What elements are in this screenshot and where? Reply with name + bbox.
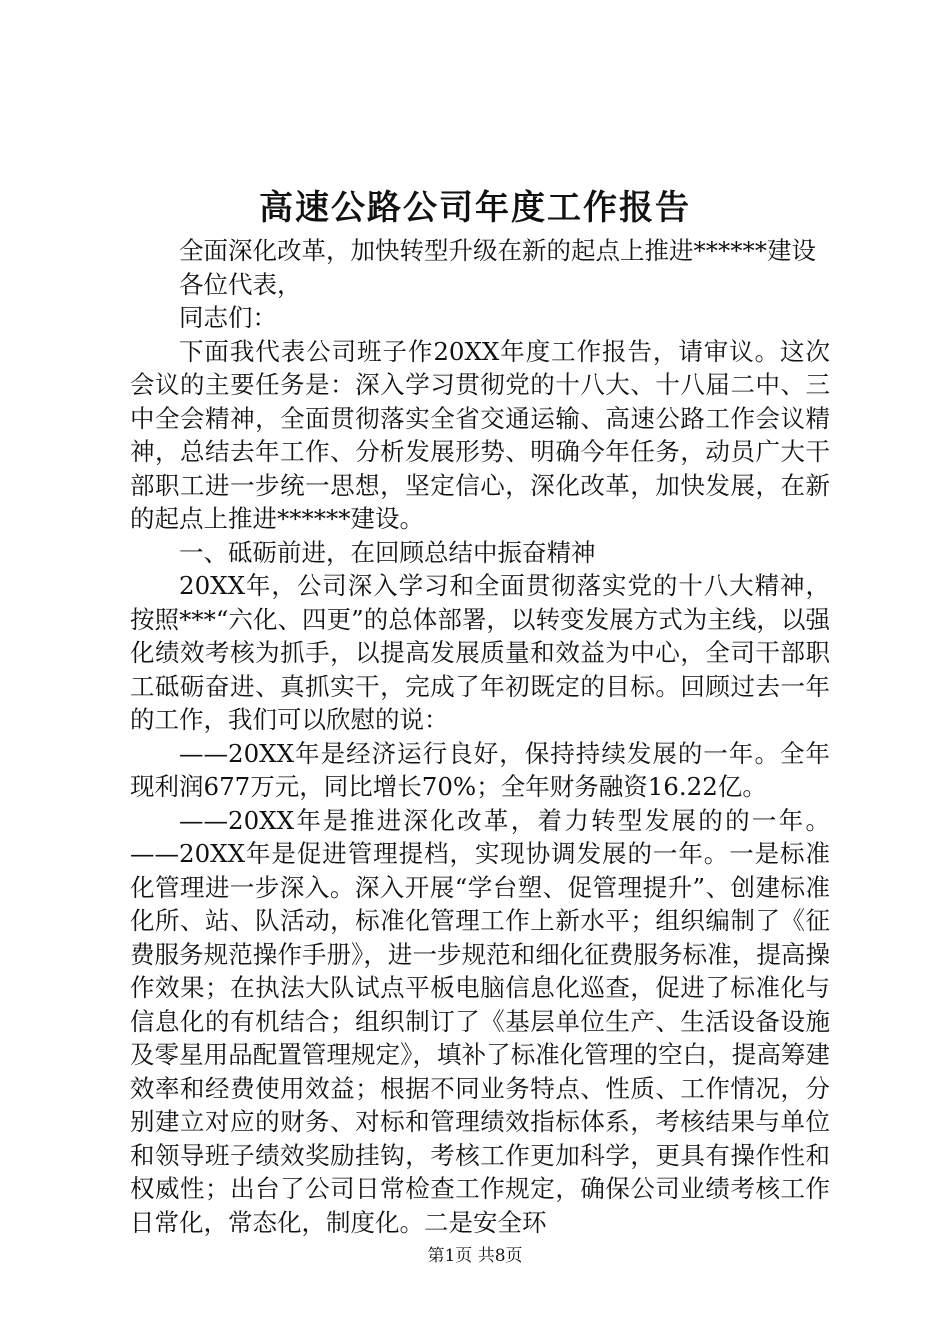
page-total: 共8页 xyxy=(477,1246,523,1266)
page-number: 第1页 xyxy=(427,1246,473,1266)
salutation-comrades: 同志们： xyxy=(179,303,277,332)
intro-paragraph: 下面我代表公司班子作20XX年度工作报告，请审议。这次会议的主要任务是：深入学习贯彻党的十八大、十八届二中、三中全会精神，全面贯彻落实全省交通运输、高速公路工作会议精神，总结去年工作、分析发展形势、明确今年任务，动员广大干部职工进一步统一思想，坚定信心，深化改革，加快发展，在新的起点上推进******建设。 xyxy=(130,336,830,533)
page-footer xyxy=(0,1244,950,1268)
reform-paragraph: ——20XX年是推进深化改革，着力转型发展的的一年。——20XX年是促进管理提档，实现协调发展的一年。一是标准化管理进一步深入。深入开展“学台塑、促管理提升”、创建标准化所、站、队活动，标准化管理工作上新水平；组织编制了《征费服务规范操作手册》，进一步规范和细化征费服务标准，提高操作效果；在执法大队试点平板电脑信息化巡查，促进了标准化与信息化的有机结合；组织制订了《基层单位生产、生活设备设施及零星用品配置管理规定》，填补了标准化管理的空白，提高筹建效率和经费使用效益；根据不同业务特点、性质、工作情况，分别建立对应的财务、对标和管理绩效指标体系，考核结果与单位和领导班子绩效奖励挂钩，考核工作更加科学，更具有操作性和权威性；出台了公司日常检查工作规定，确保公司业绩考核工作日常化，常态化，制度化。二是安全环 xyxy=(130,805,830,1237)
document-title: 高速公路公司年度工作报告 xyxy=(259,188,691,228)
economy-paragraph: ——20XX年是经济运行良好，保持持续发展的一年。全年现利润677万元，同比增长70%；全年财务融资16.22亿。 xyxy=(130,738,830,801)
document-body xyxy=(130,234,830,1239)
review-paragraph: 20XX年，公司深入学习和全面贯彻落实党的十八大精神，按照***“六化、四更”的总体部署，以转变发展方式为主线，以强化绩效考核为抓手，以提高发展质量和效益为中心，全司干部职工砥砺奋进、真抓实干，完成了年初既定的目标。回顾过去一年的工作，我们可以欣慰的说： xyxy=(130,571,830,734)
section-heading-1: 一、砥砺前进，在回顾总结中振奋精神 xyxy=(179,537,596,567)
subtitle-paragraph: 全面深化改革，加快转型升级在新的起点上推进******建设 xyxy=(179,236,816,265)
salutation-representatives: 各位代表， xyxy=(179,269,302,299)
